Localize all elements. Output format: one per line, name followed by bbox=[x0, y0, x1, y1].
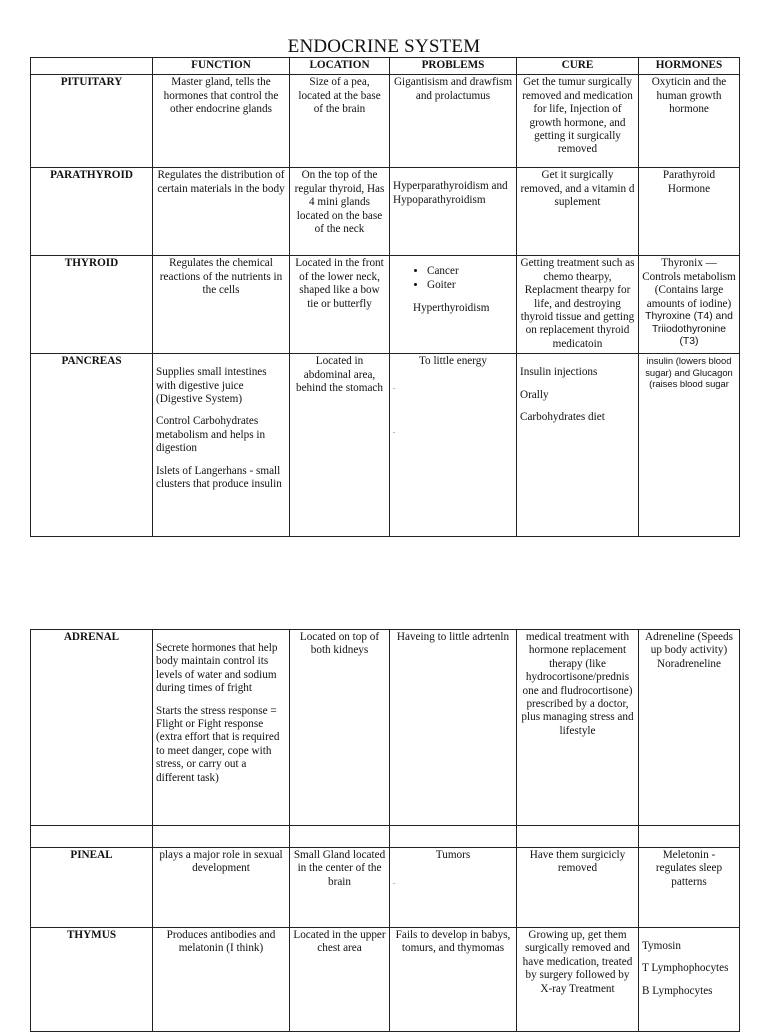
endocrine-table-1 bbox=[30, 57, 740, 537]
problems-cell bbox=[390, 168, 517, 256]
function-cell bbox=[153, 354, 290, 537]
problems-list bbox=[393, 265, 513, 292]
function-cell bbox=[153, 630, 290, 826]
header-row bbox=[31, 58, 740, 75]
hormones-text-2: Noradreneline bbox=[657, 657, 721, 670]
hormones-text-2: Thyroxine (T4) and Triiodothyronine (T3) bbox=[645, 311, 733, 348]
header-blank bbox=[31, 58, 153, 75]
cure-cell: Get the tumur surgically removed and medication for life, Injection of growth hormone, and getting it surgically removed bbox=[517, 75, 639, 168]
cure-cell bbox=[517, 354, 639, 537]
empty-cell bbox=[639, 826, 740, 848]
hormones-text-2: T Lymphophocytes bbox=[642, 962, 729, 975]
problems-cell: Fails to develop in babys, tomurs, and thymomas bbox=[390, 928, 517, 1032]
hormones-text-1: Thyronix — Controls metabolism (Contains large amounts of iodine) bbox=[642, 257, 736, 310]
row-adrenal bbox=[31, 630, 740, 826]
problems-text: Hyperparathyroidism and Hypoparathyroidism bbox=[393, 180, 508, 206]
location-cell: Located on top of both kidneys bbox=[290, 630, 390, 826]
gland-name: PANCREAS bbox=[31, 354, 153, 537]
problems-text: Tumors bbox=[435, 849, 471, 861]
list-item: • Cancer bbox=[427, 265, 513, 278]
empty-cell bbox=[31, 826, 153, 848]
cure-text-2: Orally bbox=[520, 388, 549, 401]
location-cell: Located in abdominal area, behind the stomach bbox=[290, 354, 390, 537]
function-cell: Master gland, tells the hormones that control the other endocrine glands bbox=[153, 75, 290, 168]
hormones-cell bbox=[639, 256, 740, 354]
hormones-cell: Oxyticin and the human growth hormone bbox=[639, 75, 740, 168]
hormones-cell: Parathyroid Hormone bbox=[639, 168, 740, 256]
hormones-cell: insulin (lowers blood sugar) and Glucagon (raises blood sugar bbox=[639, 354, 740, 537]
hormones-text-1: Tymosin bbox=[642, 940, 681, 952]
empty-cell bbox=[390, 826, 517, 848]
row-parathyroid bbox=[31, 168, 740, 256]
problems-cell bbox=[390, 256, 517, 354]
function-cell: Regulates the distribution of certain materials in the body bbox=[153, 168, 290, 256]
function-text-2: Starts the stress response = Flight or Fight response (extra effort that is required to meet danger, cope with stress, or carry out a different task) bbox=[156, 704, 280, 784]
header-cure: CURE bbox=[517, 58, 639, 75]
header-function: FUNCTION bbox=[153, 58, 290, 75]
hormones-text-3: B Lymphocytes bbox=[642, 984, 713, 997]
problems-cell: Haveing to little adrtenln bbox=[390, 630, 517, 826]
gland-name: PINEAL bbox=[31, 848, 153, 928]
gland-name: PARATHYROID bbox=[31, 168, 153, 256]
function-text-1: Supplies small intestines with digestive juice (Digestive System) bbox=[156, 366, 267, 406]
hormones-text-1: Adreneline (Speeds up body activity) bbox=[645, 631, 733, 657]
row-pancreas bbox=[31, 354, 740, 537]
header-location: LOCATION bbox=[290, 58, 390, 75]
cure-cell: Get it surgically removed, and a vitamin d suplement bbox=[517, 168, 639, 256]
header-hormones: HORMONES bbox=[639, 58, 740, 75]
cure-cell: Have them surgicicly removed bbox=[517, 848, 639, 928]
page-title: ENDOCRINE SYSTEM bbox=[287, 36, 481, 57]
hormones-cell bbox=[639, 928, 740, 1032]
row-thyroid bbox=[31, 256, 740, 354]
row-thymus bbox=[31, 928, 740, 1032]
location-cell: Size of a pea, located at the base of the brain bbox=[290, 75, 390, 168]
function-text-3: Islets of Langerhans - small clusters that produce insulin bbox=[156, 464, 282, 491]
problems-extra: Hyperthyroidism bbox=[413, 302, 490, 315]
gland-name: THYROID bbox=[31, 256, 153, 354]
location-cell: Located in the upper chest area bbox=[290, 928, 390, 1032]
stray-mark: . bbox=[393, 877, 395, 887]
problems-cell bbox=[390, 848, 517, 928]
location-cell: Located in the front of the lower neck, shaped like a bow tie or butterfly bbox=[290, 256, 390, 354]
cure-text-1: Insulin injections bbox=[520, 366, 598, 379]
header-problems: PROBLEMS bbox=[390, 58, 517, 75]
row-pineal bbox=[31, 848, 740, 928]
endocrine-table-2 bbox=[30, 629, 740, 1032]
cure-cell: Growing up, get them surgically removed and have medication, treated by surgery followed by X-ray Treatment bbox=[517, 928, 639, 1032]
gland-name: PITUITARY bbox=[31, 75, 153, 168]
gland-name: THYMUS bbox=[31, 928, 153, 1032]
hormones-cell: Meletonin - regulates sleep patterns bbox=[639, 848, 740, 928]
empty-cell bbox=[517, 826, 639, 848]
function-text-2: Control Carbohydrates metabolism and helps in digestion bbox=[156, 415, 266, 455]
function-cell: plays a major role in sexual development bbox=[153, 848, 290, 928]
gland-name: ADRENAL bbox=[31, 630, 153, 826]
stray-mark: . bbox=[393, 425, 395, 435]
cure-cell: Getting treatment such as chemo thearpy, Replacment thearpy for life, and destroying thyroid tissue and getting on replacement thyroid medicatoin bbox=[517, 256, 639, 354]
function-text-1: Secrete hormones that help body maintain control its levels of water and sodium during times of fright bbox=[156, 642, 278, 695]
hormones-cell bbox=[639, 630, 740, 826]
problems-cell bbox=[390, 354, 517, 537]
problems-text: To little energy bbox=[419, 355, 487, 368]
cure-cell: medical treatment with hormone replacement therapy (like hydrocortisone/prednis one and fludrocortisone) prescribed by a doctor, plus managing stress and lifestyle bbox=[517, 630, 639, 826]
list-item: • Goiter bbox=[427, 279, 513, 292]
function-cell: Regulates the chemical reactions of the nutrients in the cells bbox=[153, 256, 290, 354]
stray-mark: . bbox=[393, 381, 395, 391]
problems-cell: Gigantisism and drawfism and prolactumus bbox=[390, 75, 517, 168]
location-cell: On the top of the regular thyroid, Has 4 mini glands located on the base of the neck bbox=[290, 168, 390, 256]
row-pituitary bbox=[31, 75, 740, 168]
empty-cell bbox=[153, 826, 290, 848]
empty-cell bbox=[290, 826, 390, 848]
cure-text-3: Carbohydrates diet bbox=[520, 411, 605, 424]
row-empty bbox=[31, 826, 740, 848]
function-cell: Produces antibodies and melatonin (I think) bbox=[153, 928, 290, 1032]
location-cell: Small Gland located in the center of the brain bbox=[290, 848, 390, 928]
